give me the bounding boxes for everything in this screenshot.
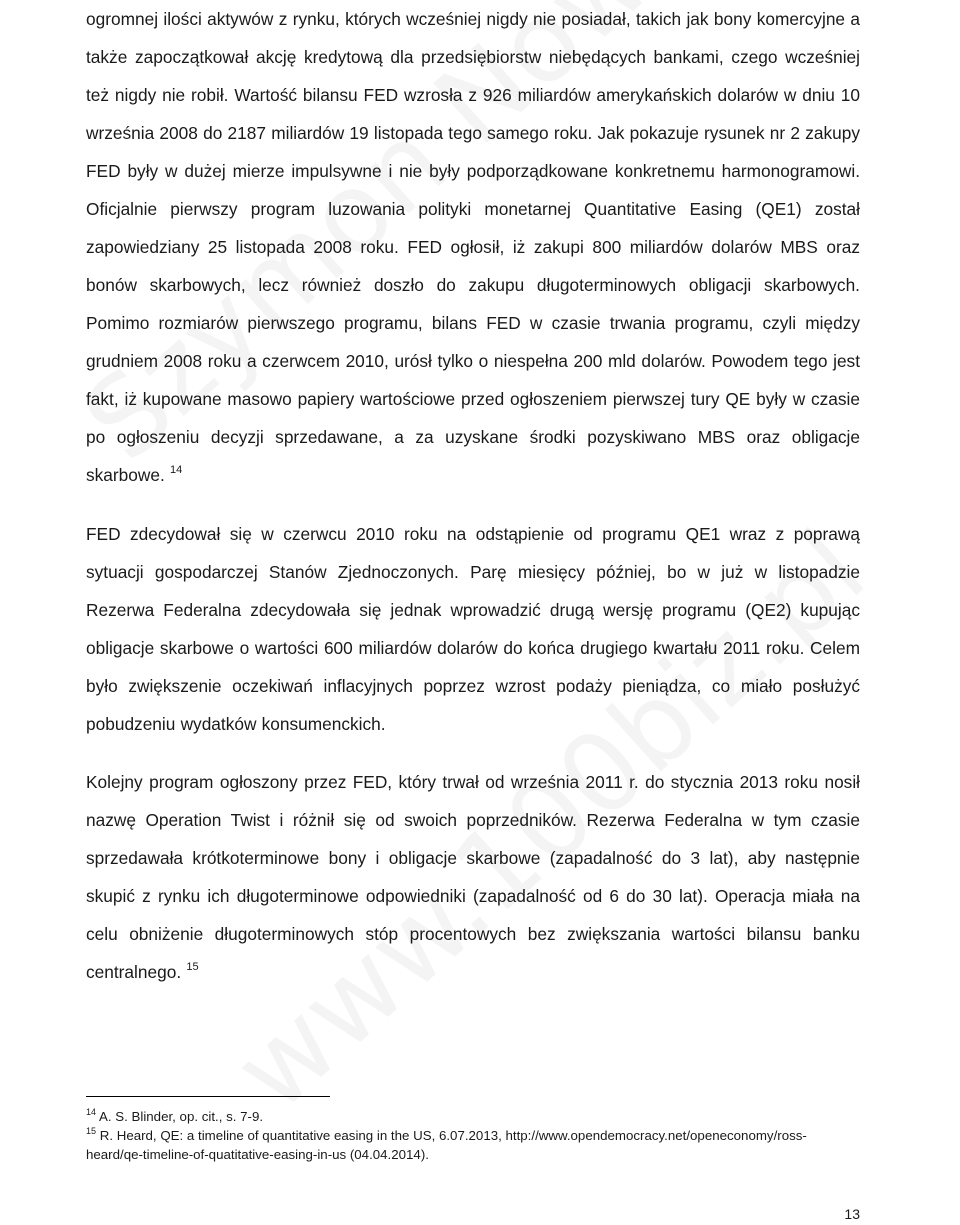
footnote-text: A. S. Blinder, op. cit., s. 7-9.	[98, 1109, 264, 1124]
paragraph-3	[86, 763, 860, 991]
document-page	[86, 0, 860, 1225]
paragraph-1-text: ogromnej ilości aktywów z rynku, których wcześniej nigdy nie posiadał, takich jak bony komercyjne a także zapoczątkował akcję kredytową dla przedsiębiorstw niebędących bankami, czego wcześniej też nigdy nie robił. Wartość bilansu FED wzrosła z 926 miliardów amerykańskich dolarów w dniu 10 września 2008 do 2187 miliardów 19 listopada tego samego roku. Jak pokazuje rysunek nr 2 zakupy FED były w dużej mierze impulsywne i nie były podporządkowane konkretnemu harmonogramowi. Oficjalnie pierwszy program luzowania polityki monetarnej Quantitative Easing (QE1) został zapowiedziany 25 listopada 2008 roku. FED ogłosił, iż zakupi 800 miliardów dolarów MBS oraz bonów skarbowych, lecz również doszło do zakupu długoterminowych obligacji skarbowych. Pomimo rozmiarów pierwszego programu, bilans FED w czasie trwania programu, czyli między grudniem 2008 roku a czerwcem 2010, urósł tylko o niespełna 200 mld dolarów. Powodem tego jest fakt, iż kupowane masowo papiery wartościowe przed ogłoszeniem pierwszej tury QE były w czasie po ogłoszeniu decyzji sprzedawane, a za uzyskane środki pozyskiwano MBS oraz obligacje skarbowe.	[86, 9, 860, 485]
footnote-ref-15[interactable]: 15	[186, 961, 199, 973]
paragraph-3-text: Kolejny program ogłoszony przez FED, który trwał od września 2011 r. do stycznia 2013 roku nosił nazwę Operation Twist i różnił się od swoich poprzedników. Rezerwa Federalna w tym czasie sprzedawała krótkoterminowe bony i obligacje skarbowe (zapadalność do 3 lat), aby następnie skupić z rynku ich długoterminowe odpowiedniki (zapadalność od 6 do 30 lat). Operacja miała na celu obniżenie długoterminowych stóp procentowych bez zwiększania wartości bilansu banku centralnego.	[86, 772, 860, 982]
footnote-14	[86, 1107, 860, 1126]
footnote-number: 15	[86, 1126, 97, 1136]
footnotes	[86, 1107, 860, 1164]
footnote-text[interactable]: R. Heard, QE: a timeline of quantitative easing in the US, 6.07.2013, http://www.opendemocracy.net/openeconomy/ross-heard/qe-timeline-of-quatitative-easing-in-us (04.04.2014).	[86, 1128, 807, 1162]
page-number: 13	[844, 1206, 860, 1222]
footnote-15	[86, 1126, 860, 1164]
paragraph-2-text: FED zdecydował się w czerwcu 2010 roku na odstąpienie od programu QE1 wraz z poprawą sytuacji gospodarczej Stanów Zjednoczonych. Parę miesięcy później, bo w już w listopadzie Rezerwa Federalna zdecydowała się jednak wprowadzić drugą wersję programu (QE2) kupując obligacje skarbowe o wartości 600 miliardów dolarów do końca drugiego kwartału 2011 roku. Celem było zwiększenie oczekiwań inflacyjnych poprzez wzrost podaży pieniądza, co miało posłużyć pobudzeniu wydatków konsumenckich.	[86, 524, 860, 734]
footnote-separator	[86, 1096, 330, 1097]
footnote-ref-14[interactable]: 14	[169, 464, 183, 476]
paragraph-1	[86, 0, 860, 494]
footnote-number: 14	[86, 1107, 97, 1117]
paragraph-2	[86, 515, 860, 743]
